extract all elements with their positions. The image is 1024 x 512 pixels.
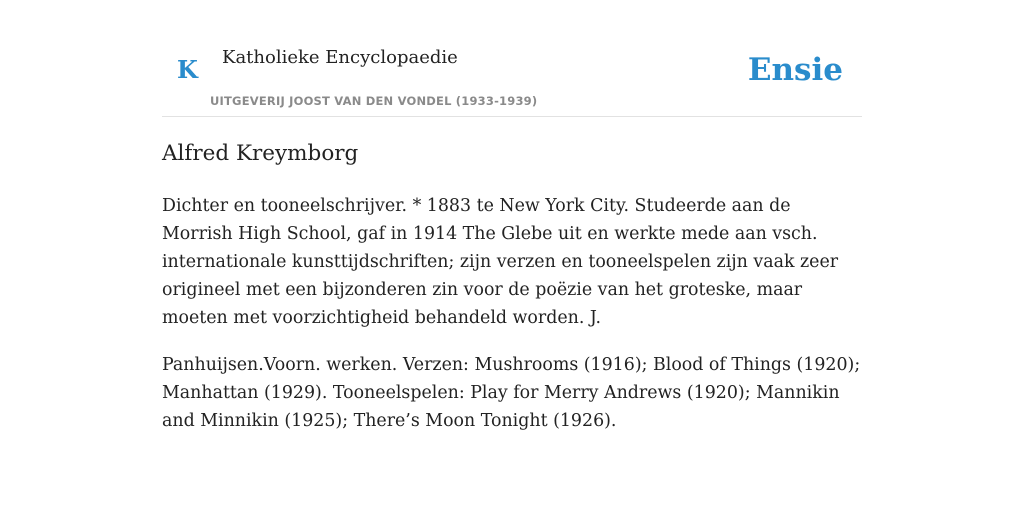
publisher-subtitle: UITGEVERIJ JOOST VAN DEN VONDEL (1933-1939) — [210, 94, 538, 108]
brand-logo-link[interactable]: Ensie — [747, 52, 843, 88]
article-title: Alfred Kreymborg — [162, 141, 359, 166]
site-header — [162, 0, 862, 117]
article — [162, 138, 862, 435]
article-paragraph: Panhuijsen.Voorn. werken. Verzen: Mushrooms (1916); Blood of Things (1920); Manhattan (1929). Tooneelspelen: Play for Merry Andrews (1920); Mannikin and Minnikin (1925); There’s Moon Tonight (1926). — [162, 355, 861, 431]
logo-icon[interactable]: K — [177, 55, 198, 84]
site-name-link[interactable]: Katholieke Encyclopaedie — [222, 47, 458, 68]
article-paragraph: Dichter en tooneelschrijver. * 1883 te New York City. Studeerde aan de Morrish High School, gaf in 1914 The Glebe uit en werkte mede aan vsch. internationale kunsttijdschriften; zijn verzen en tooneelspelen zijn vaak zeer origineel met een bijzonderen zin voor de poëzie van het groteske, maar moeten met voorzichtigheid behandeld worden. J. — [162, 196, 839, 328]
